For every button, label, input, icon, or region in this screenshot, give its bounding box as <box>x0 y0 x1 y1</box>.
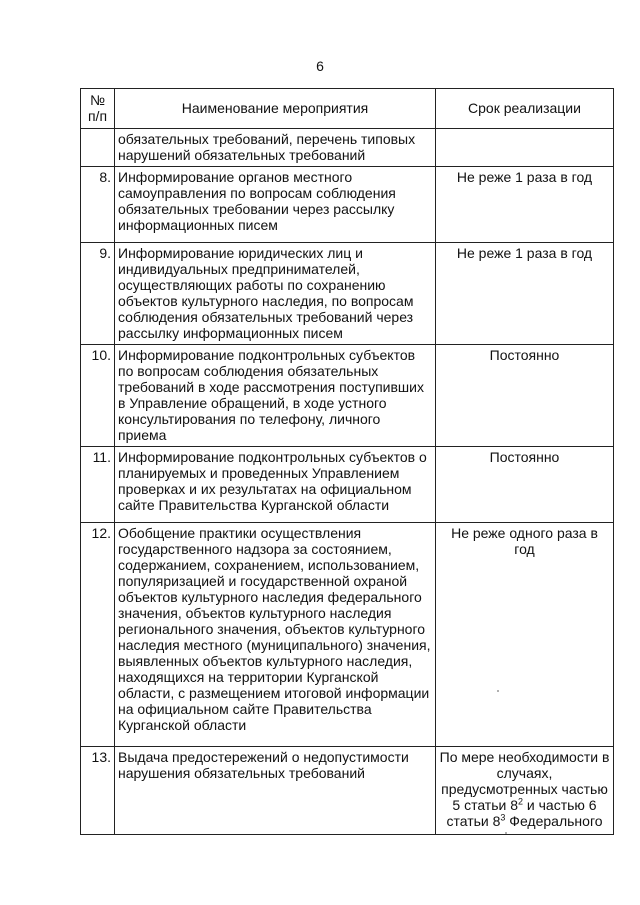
cell-num: 11. <box>81 447 115 523</box>
table-row <box>81 243 614 345</box>
header-name: Наименование мероприятия <box>115 89 436 129</box>
table-row <box>81 447 614 523</box>
cell-name: Выдача предостережений о недопустимости нарушения обязательных требований <box>115 747 436 835</box>
table-row-continuation <box>81 129 614 167</box>
table-header-row <box>81 89 614 129</box>
table-row <box>81 167 614 243</box>
cell-term: Не реже одного раза в год <box>436 523 614 747</box>
header-term: Срок реализации <box>436 89 614 129</box>
cell-num: 13. <box>81 747 115 835</box>
cell-name: Информирование подконтрольных субъектов по вопросам соблюдения обязательных требований в ходе рассмотрения поступивших в Управление обращений, в ходе устного консультирования по телефону, личного приема <box>115 345 436 447</box>
term-superscript: 3 <box>500 812 506 823</box>
cell-name: обязательных требований, перечень типовых нарушений обязательных требований <box>115 129 436 167</box>
cell-name: Информирование органов местного самоуправления по вопросам соблюдения обязательных требовании через рассылку информационных писем <box>115 167 436 243</box>
table-row <box>81 747 614 835</box>
term-text: По мере необходимости в случаях, предусмотренных частью 5 статьи 8 <box>439 749 610 813</box>
table-row <box>81 523 614 747</box>
cell-term: Постоянно <box>436 345 614 447</box>
cell-num: 8. <box>81 167 115 243</box>
term-superscript: 2 <box>518 796 524 807</box>
cell-num: 9. <box>81 243 115 345</box>
cell-name: Информирование подконтрольных субъектов о планируемых и проведенных Управлением проверках и их результатах на официальном сайте Правительства Курганской области <box>115 447 436 523</box>
scan-speck <box>505 832 507 834</box>
cell-term: Не реже 1 раза в год <box>436 243 614 345</box>
cell-term <box>436 129 614 167</box>
page-number: 6 <box>316 58 324 74</box>
cell-term <box>436 747 614 835</box>
term-text: и частью 6 статьи 8 <box>446 797 597 829</box>
cell-num: 12. <box>81 523 115 747</box>
table-row <box>81 345 614 447</box>
header-num: № п/п <box>81 89 115 129</box>
cell-term: Не реже 1 раза в год <box>436 167 614 243</box>
scan-speck <box>497 690 499 692</box>
cell-num <box>81 129 115 167</box>
measures-table <box>80 88 614 835</box>
cell-name: Информирование юридических лиц и индивидуальных предпринимателей, осуществляющих работы по сохранению объектов культурного наследия, по вопросам соблюдения обязательных требований через рассылку информационных писем <box>115 243 436 345</box>
cell-term: Постоянно <box>436 447 614 523</box>
cell-name: Обобщение практики осуществления государственного надзора за состоянием, содержанием, сохранением, использованием, популяризацией и государственной охраной объектов культурного наследия федерального значения, объектов культурного наследия регионального значения, объектов культурного наследия местного (муниципального) значения, выявленных объектов культурного наследия, находящихся на территории Курганской области, с размещением итоговой информации на официальном сайте Правительства Курганской области <box>115 523 436 747</box>
term-text: Федерального <box>505 813 603 829</box>
cell-num: 10. <box>81 345 115 447</box>
